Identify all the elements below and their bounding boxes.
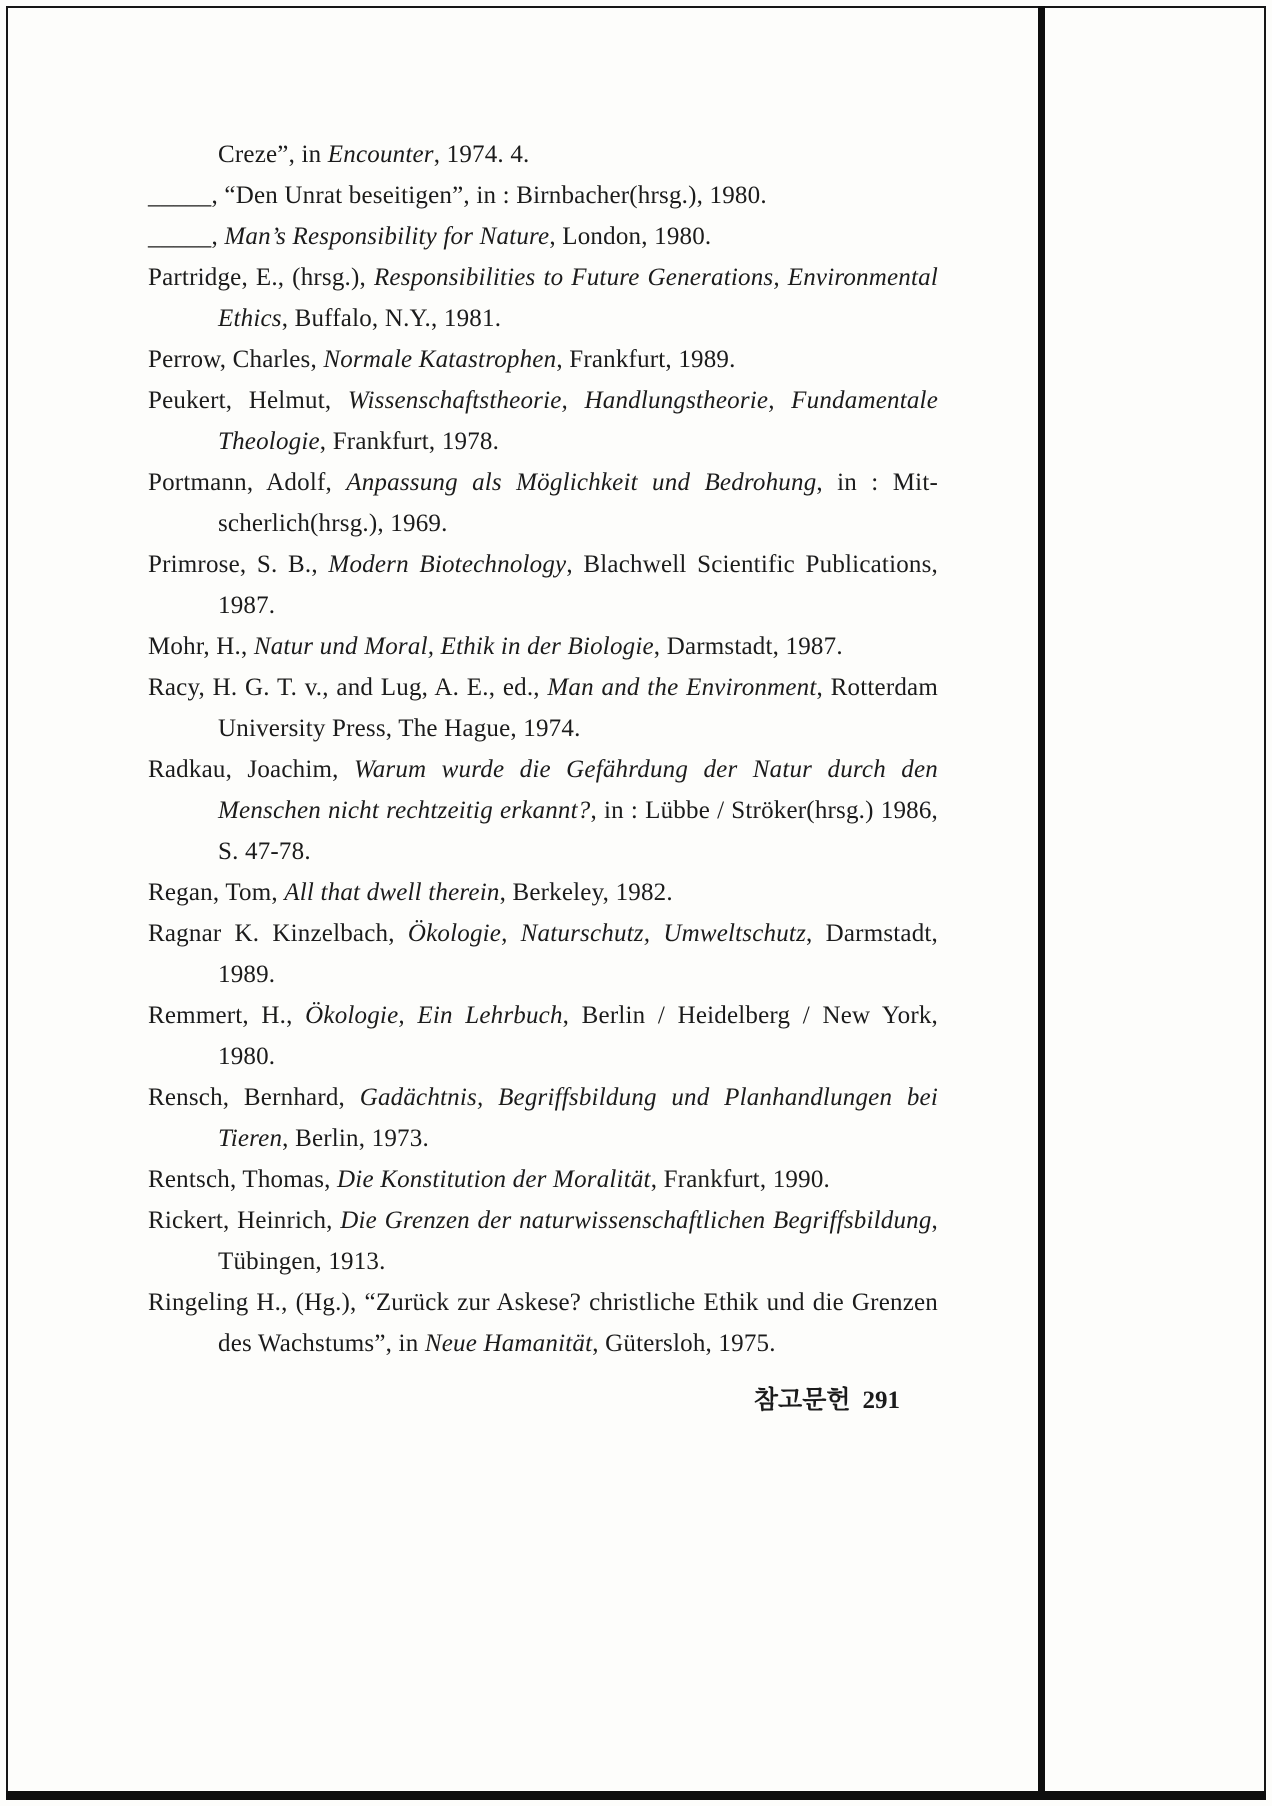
bibliography-entry: [148, 872, 938, 913]
entry-title-italic: Encounter: [327, 141, 434, 168]
entry-text: Primrose, S. B.,: [148, 551, 329, 578]
entry-text: , Berlin, 1973.: [282, 1125, 429, 1152]
entry-text: Creze”, in: [218, 141, 328, 168]
entry-text: , Darmstadt, 1989.: [218, 920, 939, 988]
entry-title-italic: Die Konstitution der Moralität: [337, 1166, 651, 1193]
entry-title-italic: Man and the Environment: [547, 674, 817, 701]
footer-section-label: 참고문헌: [753, 1387, 851, 1414]
entry-text: Remmert, H.,: [148, 1002, 306, 1029]
entry-title-italic: Man’s Responsibility for Nature: [224, 223, 550, 250]
entry-title-italic: Wissenschaftstheorie, Handlungstheorie, Fundamentale Theologie: [218, 387, 938, 455]
bibliography-entry: [148, 380, 938, 462]
bibliography-entry: [148, 216, 938, 257]
entry-text: Radkau, Joachim,: [148, 756, 354, 783]
bibliography-entry: [148, 339, 938, 380]
entry-title-italic: Neue Hamanität: [424, 1330, 593, 1357]
bibliography-list: [148, 134, 938, 1364]
entry-text: Mohr, H.,: [148, 633, 254, 660]
footer-page-number: 291: [862, 1387, 900, 1414]
bibliography-entry: [148, 749, 938, 872]
bibliography-entry: [148, 1159, 938, 1200]
entry-title-italic: Modern Biotechnology: [328, 551, 567, 578]
page-edge-bottom: [6, 1791, 1266, 1800]
entry-title-italic: Warum wurde die Gefährdung der Natur durch den Menschen nicht rechtzeitig erkannt?: [218, 756, 938, 824]
bibliography-entry: [148, 175, 938, 216]
bibliography-entry: [148, 257, 938, 339]
entry-title-italic: Gadächtnis, Begriffsbildung und Planhandlungen bei Tieren: [218, 1084, 938, 1152]
entry-text: , Darmstadt, 1987.: [653, 633, 843, 660]
bibliography-entry: [148, 667, 938, 749]
entry-text: , Buffalo, N.Y., 1981.: [281, 305, 502, 332]
entry-text: _____,: [148, 223, 225, 250]
entry-title-italic: All that dwell therein: [284, 879, 500, 906]
entry-text: Rickert, Heinrich,: [148, 1207, 341, 1234]
bibliography-entry: [148, 1200, 938, 1282]
entry-title-italic: Anpassung als Möglichkeit und Bedrohung: [346, 469, 817, 496]
bibliography-entry: [148, 995, 938, 1077]
page-edge-right: [1038, 6, 1045, 1798]
bibliography-entry: [148, 913, 938, 995]
entry-title-italic: Ökologie, Ein Lehrbuch: [305, 1002, 563, 1029]
entry-text: , Frankfurt, 1990.: [650, 1166, 830, 1193]
entry-text: , London, 1980.: [549, 223, 712, 250]
entry-text: , Rotterdam University Press, The Hague, 1974.: [218, 674, 938, 742]
entry-text: Partridge, E., (hrsg.),: [148, 264, 374, 291]
entry-text: , Tübingen, 1913.: [218, 1207, 938, 1275]
entry-text: Regan, Tom,: [148, 879, 285, 906]
bibliography-entry: [148, 1282, 938, 1364]
entry-text: Rensch, Bernhard,: [148, 1084, 360, 1111]
entry-title-italic: Natur und Moral, Ethik in der Biologie: [253, 633, 654, 660]
entry-text: , Gütersloh, 1975.: [592, 1330, 776, 1357]
entry-text: , Berkeley, 1982.: [499, 879, 673, 906]
entry-title-italic: Ökologie, Naturschutz, Umweltschutz: [407, 920, 807, 947]
bibliography-entry: [148, 134, 938, 175]
entry-text: Peukert, Helmut,: [148, 387, 348, 414]
entry-text: , Blachwell Scientific Publications, 1987.: [218, 551, 938, 619]
entry-text: , 1974. 4.: [433, 141, 530, 168]
entry-text: , Frankfurt, 1978.: [319, 428, 500, 455]
entry-text: Portmann, Adolf,: [148, 469, 347, 496]
entry-text: Rentsch, Thomas,: [148, 1166, 338, 1193]
entry-text: , Frankfurt, 1989.: [556, 346, 736, 373]
bibliography-entry: [148, 544, 938, 626]
page-footer: [0, 1380, 900, 1416]
entry-text: Ringeling H., (Hg.), “Zurück zur Askese? christliche Ethik und die Grenzen des Wachstums”, in: [148, 1289, 938, 1357]
entry-text: Racy, H. G. T. v., and Lug, A. E., ed.,: [148, 674, 548, 701]
entry-title-italic: Die Grenzen der naturwissenschaftlichen Begriffsbildung: [340, 1207, 932, 1234]
bibliography-entry: [148, 1077, 938, 1159]
entry-text: Perrow, Charles,: [148, 346, 324, 373]
entry-text: _____, “Den Unrat beseitigen”, in : Birnbacher(hrsg.), 1980.: [148, 182, 767, 209]
entry-text: , in : Mit-scherlich(hrsg.), 1969.: [218, 469, 938, 537]
entry-title-italic: Normale Katastrophen: [323, 346, 557, 373]
bibliography-entry: [148, 626, 938, 667]
entry-title-italic: Responsibilities to Future Generations, Environmental Ethics: [218, 264, 938, 332]
entry-text: , Berlin / Heidelberg / New York, 1980.: [218, 1002, 938, 1070]
entry-text: , in : Lübbe / Ströker(hrsg.) 1986, S. 47-78.: [218, 797, 938, 865]
entry-text: Ragnar K. Kinzelbach,: [148, 920, 408, 947]
bibliography-entry: [148, 462, 938, 544]
